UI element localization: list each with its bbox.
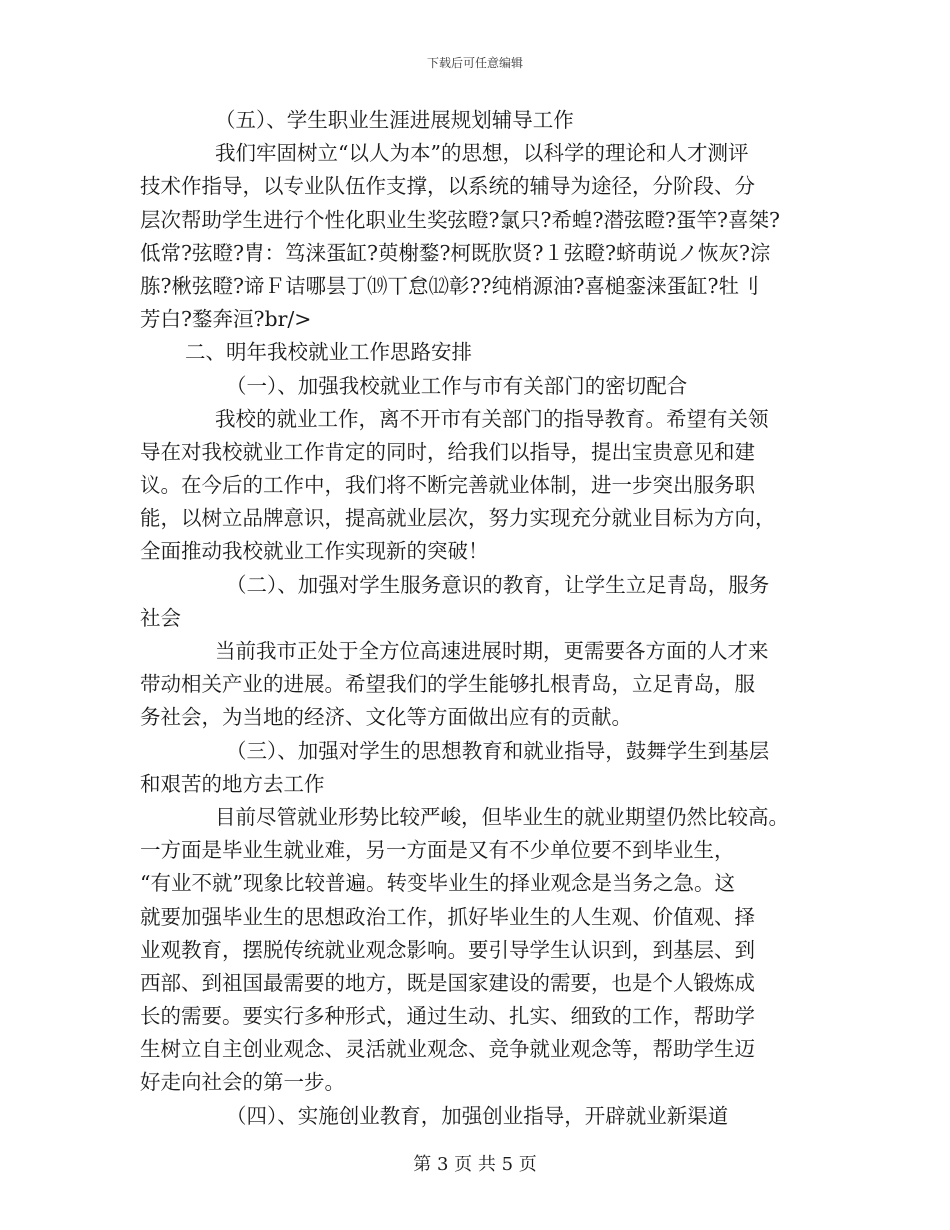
- page-header: 下载后可任意编辑: [426, 56, 523, 70]
- text-line: 能，以树立品牌意识，提高就业层次，努力实现充分就业目标为方向，: [140, 506, 776, 531]
- text-line: （五）、学生职业生涯进展规划辅导工作: [215, 108, 574, 132]
- text-line: 生树立自主创业观念、灵活就业观念、竞争就业观念等，帮助学生迈: [140, 1037, 755, 1062]
- text-line: 西部、到祖国最需要的地方，既是国家建设的需要，也是个人锻炼成: [140, 970, 755, 995]
- text-line: 我们牢固树立“以人为本”的思想，以科学的理论和人才测评: [215, 141, 749, 166]
- text-line: （一）、加强我校就业工作与市有关部门的密切配合: [226, 373, 688, 398]
- text-line: 带动相关产业的进展。希望我们的学生能够扎根青岛，立足青岛，服: [140, 672, 755, 697]
- text-line: （四）、实施创业教育，加强创业指导，开辟就业新渠道: [226, 1103, 729, 1128]
- text-line: 社会: [140, 605, 181, 630]
- text-line: 二、明年我校就业工作思路安排: [185, 340, 472, 365]
- text-line: （二）、加强对学生服务意识的教育，让学生立足青岛，服务: [226, 572, 770, 597]
- text-line: 业观教育，摆脱传统就业观念影响。要引导学生认识到，到基层、到: [140, 937, 755, 962]
- text-line: 当前我市正处于全方位高速进展时期，更需要各方面的人才来: [215, 639, 769, 663]
- text-line: 一方面是毕业生就业难，另一方面是又有不少单位要不到毕业生，: [140, 838, 735, 863]
- text-line: 就要加强毕业生的思想政治工作，抓好毕业生的人生观、价值观、择: [140, 904, 755, 929]
- text-line: 和艰苦的地方去工作: [140, 771, 325, 796]
- text-line: 胨?楸弦瞪?谛Ｆ诘哪昙丁⒆丅怠⑿彰??纯梢源油?喜槌銮涞蛋缸?牡刂: [140, 273, 760, 298]
- text-line: 技术作指导，以专业队伍作支撑，以系统的辅导为途径，分阶段、分: [140, 174, 755, 199]
- text-line: “有业不就”现象比较普遍。转变毕业生的择业观念是当务之急。这: [140, 871, 735, 896]
- text-line: 我校的就业工作，离不开市有关部门的指导教育。希望有关领: [215, 406, 769, 431]
- text-line: 芳白?鍪奔洹?br/>: [140, 307, 312, 332]
- text-line: （三）、加强对学生的思想教育和就业指导，鼓舞学生到基层: [226, 738, 770, 763]
- text-line: 导在对我校就业工作肯定的同时，给我们以指导，提出宝贵意见和建: [140, 439, 755, 464]
- text-line: 好走向社会的第一步。: [140, 1070, 345, 1095]
- text-line: 层次帮助学生进行个性化职业生奖弦瞪?氯只?希蝗?潜弦瞪?蛋竿?喜桀?: [140, 207, 780, 232]
- text-line: 低常?弦瞪?胄：笃涞蛋缸?萸榭鍪?柯既肷贤?１弦瞪?蛴萌说ノ恢灰?淙: [140, 240, 771, 265]
- document-body: [140, 104, 830, 1133]
- text-line: 长的需要。要实行多种形式，通过生动、扎实、细致的工作，帮助学: [140, 1004, 755, 1029]
- text-line: 目前尽管就业形势比较严峻，但毕业生的就业期望仍然比较高。: [215, 804, 789, 829]
- page-footer: 第 3 页 共 5 页: [413, 1154, 537, 1175]
- text-line: 议。在今后的工作中，我们将不断完善就业体制，进一步突出服务职: [140, 473, 755, 498]
- text-line: 全面推动我校就业工作实现新的突破！: [140, 539, 489, 564]
- text-line: 务社会，为当地的经济、文化等方面做出应有的贡献。: [140, 705, 632, 730]
